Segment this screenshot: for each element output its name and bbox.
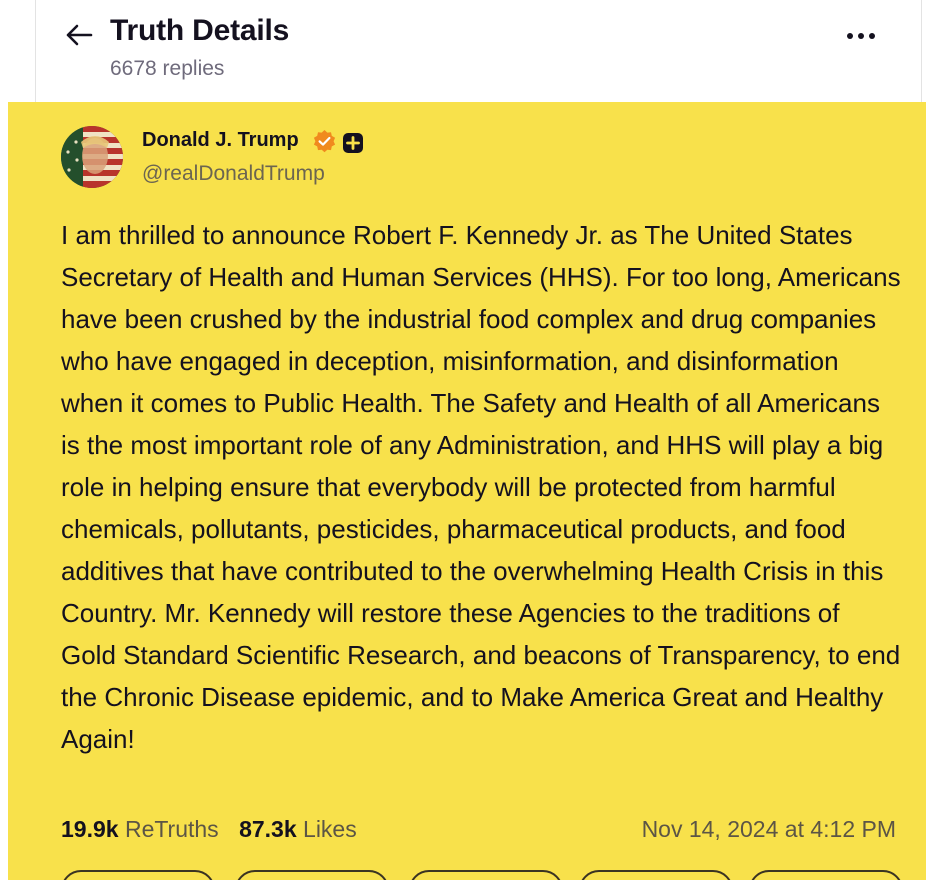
retruth-button[interactable]	[235, 870, 389, 880]
verified-badge-icon	[312, 129, 337, 154]
back-button[interactable]	[62, 18, 96, 52]
bookmark-button[interactable]	[579, 870, 733, 880]
post-text: I am thrilled to announce Robert F. Kennedy Jr. as The United States Secretary of Health and Human Services (HHS). For too long, Americans have been crushed by the industrial food complex and drug companies who have engaged in deception, misinformation, and disinformation when it comes to Public Health. The Safety and Health of all Americans is the most important role of any Administration, and HHS will play a big role in helping ensure that everybody will be protected from harmful chemicals, pollutants, pesticides, pharmaceutical products, and food additives that have contributed to the overwhelming Health Crisis in this Country. Mr. Kennedy will restore these Agencies to the traditions of Gold Standard Scientific Research, and beacons of Transparency, to end the Chronic Disease epidemic, and to Make America Great and Healthy Again!	[61, 220, 901, 754]
share-button[interactable]	[749, 870, 903, 880]
retruths-label: ReTruths	[124, 816, 219, 842]
header	[0, 0, 934, 102]
author-name[interactable]: Donald J. Trump	[142, 129, 299, 151]
truth-post	[8, 102, 926, 880]
retruths-stat[interactable]	[61, 816, 219, 843]
reply-count: 6678 replies	[110, 57, 225, 80]
more-horizontal-icon	[846, 32, 876, 40]
avatar[interactable]	[61, 126, 123, 188]
retruths-count: 19.9k	[61, 816, 119, 842]
author-handle[interactable]: @realDonaldTrump	[142, 162, 325, 185]
reply-button[interactable]	[61, 870, 215, 880]
post-stats	[61, 816, 371, 843]
likes-label: Likes	[303, 816, 357, 842]
more-options-button[interactable]	[840, 20, 882, 52]
page-title: Truth Details	[110, 14, 290, 47]
likes-count: 87.3k	[239, 816, 297, 842]
action-bar	[61, 870, 901, 880]
arrow-left-icon	[64, 23, 94, 47]
like-button[interactable]	[409, 870, 563, 880]
post-timestamp: Nov 14, 2024 at 4:12 PM	[641, 816, 896, 842]
likes-stat[interactable]	[239, 816, 357, 843]
plus-badge-icon	[342, 132, 364, 154]
